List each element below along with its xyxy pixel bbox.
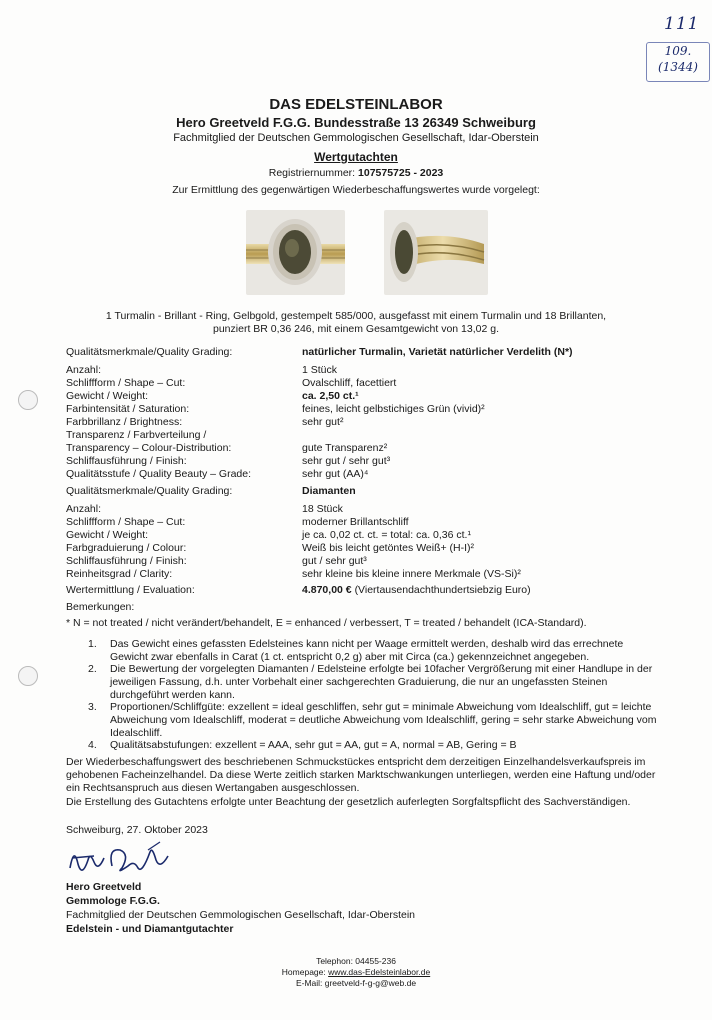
signatory-name: Hero Greetveld xyxy=(66,881,142,893)
signatory-membership: Fachmitglied der Deutschen Gemmologischen Gesellschaft, Idar-Oberstein xyxy=(66,909,415,921)
handwritten-page-number: 111 xyxy=(664,14,700,34)
lab-membership: Fachmitglied der Deutschen Gemmologischen Gesellschaft, Idar-Oberstein xyxy=(173,132,539,144)
disclaimer-paragraph: Der Wiederbeschaffungswert des beschriebenen Schmuckstückes entspricht dem derzeitigen Einzelhandelsverkaufspreis im gehobenen Facheinzelhandel. Da diese Werte zeitlich starken Marktschwankungen unterliegen, werden eine Haftung und/oder ein Rechtsanspruch aus diesen Wertangaben ausgeschlossen. xyxy=(66,756,656,794)
note-text: Qualitätsabstufungen: exzellent = AAA, sehr gut = AA, gut = A, normal = AB, Gering = B xyxy=(110,739,517,751)
grading-header-value: natürlicher Turmalin, Varietät natürlicher Verdelith (N*) xyxy=(302,346,573,358)
row-label: Qualitätsstufe / Quality Beauty – Grade: xyxy=(66,468,252,480)
row-value: feines, leicht gelbstichiges Grün (vivid)² xyxy=(302,403,485,415)
row-label: Schliffform / Shape – Cut: xyxy=(66,516,186,528)
footer-homepage-label: Homepage: xyxy=(281,967,326,977)
evaluation-value xyxy=(302,584,531,597)
row-value: moderner Brillantschliff xyxy=(302,516,409,528)
row-value: gut / sehr gut³ xyxy=(302,555,367,567)
footer-homepage xyxy=(0,967,712,977)
row-label: Schliffausführung / Finish: xyxy=(66,455,187,467)
row-value: sehr gut (AA)⁴ xyxy=(302,468,369,480)
row-value: sehr gut² xyxy=(302,416,344,428)
grading-header-value: Diamanten xyxy=(302,485,356,497)
note-number: 1. xyxy=(88,638,97,650)
handwritten-ref-line1: 109. xyxy=(664,44,692,58)
grading-header-label: Qualitätsmerkmale/Quality Grading: xyxy=(66,346,233,358)
row-label: Gewicht / Weight: xyxy=(66,529,149,541)
registration-label: Registriernummer: xyxy=(268,167,356,179)
handwritten-ref-line2: (1344) xyxy=(658,60,698,74)
note-text: Die Bewertung der vorgelegten Diamanten / Edelsteine erfolgte bei 10facher Vergrößerung mit einer Handlupe in der jeweiligen Fassung, d.h. unter Vorbehalt einer sachgerechten Graduierung, die nur an ungefassten Steinen durchgeführt werden kann. xyxy=(110,663,653,701)
row-label: Transparenz / Farbverteilung / xyxy=(66,429,207,441)
punch-hole-top xyxy=(18,390,38,410)
lab-name: DAS EDELSTEINLABOR xyxy=(269,96,443,113)
row-value: 18 Stück xyxy=(302,503,343,515)
remarks-label: Bemerkungen: xyxy=(66,601,135,613)
item-description-line1: 1 Turmalin - Brillant - Ring, Gelbgold, gestempelt 585/000, ausgefasst mit einem Turmalin und 18 Brillanten, xyxy=(105,310,607,322)
row-value: ca. 2,50 ct.¹ xyxy=(302,390,359,402)
row-label: Farbintensität / Saturation: xyxy=(66,403,190,415)
row-label: Schliffform / Shape – Cut: xyxy=(66,377,186,389)
lab-address: Hero Greetveld F.G.G. Bundesstraße 13 26349 Schweiburg xyxy=(176,115,536,130)
registration-number: 107575725 - 2023 xyxy=(358,167,444,179)
footer-email: E-Mail: greetveld-f-g-g@web.de xyxy=(295,978,417,988)
handwritten-reference xyxy=(646,42,710,82)
row-value: sehr gut / sehr gut³ xyxy=(302,455,391,467)
row-value: gute Transparenz² xyxy=(302,442,388,454)
item-description-line2: punziert BR 0,36 246, mit einem Gesamtgewicht von 13,02 g. xyxy=(213,323,499,335)
row-label: Schliffausführung / Finish: xyxy=(66,555,187,567)
registration-line xyxy=(0,167,712,179)
row-label: Transparency – Colour-Distribution: xyxy=(66,442,232,454)
note-text: Proportionen/Schliffgüte: exzellent = ideal geschliffen, sehr gut = minimale Abweichung vom Idealschliff, gut = leichte Abweichung vom Idealschliff, moderat = deutliche Abweichung vom Idealschliff, gering = sehr starke Abweichung vom Idealschliff. xyxy=(110,701,657,739)
row-value: 1 Stück xyxy=(302,364,338,376)
row-value: Weiß bis leicht getöntes Weiß+ (H-I)² xyxy=(302,542,475,554)
signatory-title: Gemmologe F.G.G. xyxy=(66,895,160,907)
signatory-role: Edelstein - und Diamantgutachter xyxy=(66,923,234,935)
note-number: 2. xyxy=(88,663,97,675)
grading-header-label: Qualitätsmerkmale/Quality Grading: xyxy=(66,485,233,497)
row-label: Gewicht / Weight: xyxy=(66,390,149,402)
row-label: Anzahl: xyxy=(66,503,102,515)
document-title xyxy=(0,150,712,164)
ring-photo-front xyxy=(246,210,345,295)
row-label: Reinheitsgrad / Clarity: xyxy=(66,568,173,580)
note-number: 4. xyxy=(88,739,97,751)
place-date: Schweiburg, 27. Oktober 2023 xyxy=(66,824,208,836)
evaluation-amount: 4.870,00 € xyxy=(302,584,352,596)
evaluation-amount-words: (Viertausendachthundertsiebzig Euro) xyxy=(354,584,531,596)
row-value: sehr kleine bis kleine innere Merkmale (VS-Si)² xyxy=(302,568,521,580)
note-number: 3. xyxy=(88,701,97,713)
punch-hole-bottom xyxy=(18,666,38,686)
row-value: Ovalschliff, facettiert xyxy=(302,377,397,389)
document-title-text: Wertgutachten xyxy=(314,150,398,164)
evaluation-label: Wertermittlung / Evaluation: xyxy=(66,584,195,596)
footer-phone: Telephon: 04455-236 xyxy=(316,956,396,966)
note-text: Das Gewicht eines gefassten Edelsteines kann nicht per Waage ermittelt werden, deshalb wird das errechnete Gewicht zwar ebenfalls in Carat (1 ct. entspricht 0,2 g) aber mit Circa (ca.) gekennzeichnet angegeben. xyxy=(110,638,624,663)
ring-photo-side xyxy=(384,210,488,295)
handwritten-signature xyxy=(64,838,174,884)
row-label: Farbgraduierung / Colour: xyxy=(66,542,187,554)
treatment-legend: * N = not treated / nicht verändert/behandelt, E = enhanced / verbessert, T = treated / behandelt (ICA-Standard). xyxy=(66,617,587,629)
intro-text: Zur Ermittlung des gegenwärtigen Wiederbeschaffungswertes wurde vorgelegt: xyxy=(172,184,540,196)
row-label: Anzahl: xyxy=(66,364,102,376)
row-label: Farbbrillanz / Brightness: xyxy=(66,416,183,428)
diligence-paragraph: Die Erstellung des Gutachtens erfolgte unter Beachtung der gesetzlich auferlegten Sorgfaltspflicht des Sachverständigen. xyxy=(66,796,631,808)
footer-homepage-link[interactable]: www.das-Edelsteinlabor.de xyxy=(328,967,431,977)
row-value: je ca. 0,02 ct. ct. = total: ca. 0,36 ct.¹ xyxy=(302,529,471,541)
